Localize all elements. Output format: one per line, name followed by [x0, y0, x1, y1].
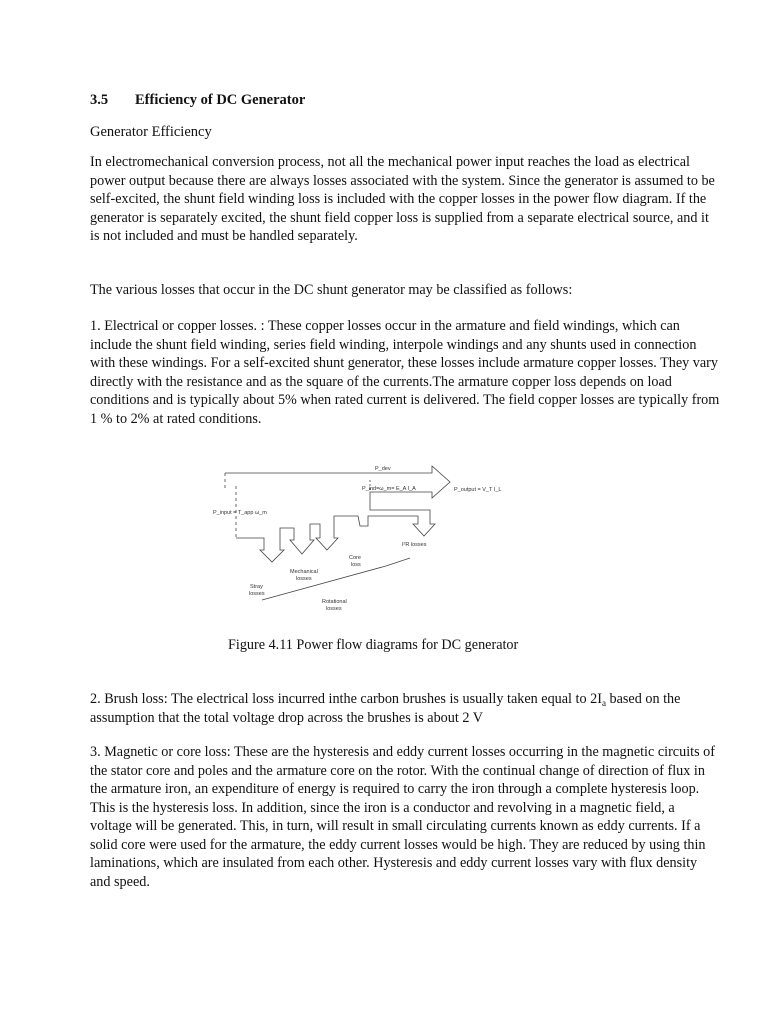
brush-loss-subscript: a: [601, 698, 606, 708]
label-rotational-2: losses: [326, 606, 342, 612]
label-p-input: P_input = T_app ω_m: [213, 510, 267, 516]
paragraph-4: [90, 690, 720, 727]
figure-caption: Figure 4.11 Power flow diagrams for DC generator: [228, 637, 519, 653]
paragraph-brush-loss: [90, 690, 720, 727]
paragraph-5: 3. Magnetic or core loss: These are the hysteresis and eddy current losses occurring in the magnetic circuits of the stator core and poles and the armature core on the rotor. With the continual change of direction of flux in the armature iron, an expenditure of energy is required to carry the iron through a complete hysteresis loop. This is the hysteresis loss. In addition, since the iron is a conductor and revolving in a magnetic field, a voltage will be generated. This, in turn, will result in small circulating currents known as eddy currents. If a solid core were used for the armature, the eddy current losses would be high. They are reduced by using thin laminations, which are insulated from each other. Hysteresis and eddy current losses vary with flux density and speed.: [90, 744, 715, 890]
brush-loss-text-end: based on the assumption that the total voltage drop across the brushes is about 2 V: [90, 691, 681, 726]
paragraph-classification: [90, 281, 720, 300]
paragraph-intro: [90, 153, 720, 246]
label-core-1: Core: [349, 555, 361, 561]
label-mechanical-2: losses: [296, 576, 312, 582]
section-title: Efficiency of DC Generator: [135, 92, 306, 108]
label-mechanical-1: Mechanical: [290, 569, 318, 575]
power-flow-svg: [210, 458, 502, 618]
paragraph-3: 1. Electrical or copper losses. : These copper losses occur in the armature and field windings, which can include the shunt field winding, series field winding, interpole windings and any shunts used in connection with these windings. For a self-excited shunt generator, these losses include armature copper losses. They vary directly with the resistance and as the square of the currents.The armature copper loss depends on load conditions and is typically about 5% when rated current is delivered. The field copper losses are typically from 1 % to 2% at rated conditions.: [90, 318, 720, 427]
label-p-ind: P_ind=ω_m= E_A I_A: [362, 486, 416, 492]
section-number: 3.5: [90, 92, 109, 108]
label-rotational-1: Rotational: [322, 599, 347, 605]
label-p-dev: P_dev: [375, 466, 391, 472]
label-core-2: loss: [351, 562, 361, 568]
rotational-bracket: [262, 558, 410, 600]
paragraph-2: The various losses that occur in the DC shunt generator may be classified as follows:: [90, 282, 573, 298]
power-flow-diagram: [210, 458, 502, 618]
paragraph-1: In electromechanical conversion process, not all the mechanical power input reaches the load as electrical power output because there are always losses associated with the system. Since the generator is assumed to be self-excited, the shunt field winding loss is included with the copper losses in the power flow diagram. If the generator is separately excited, the shunt field copper loss is supplied from a separate electrical source, and it is not included and must be handled separately.: [90, 154, 715, 244]
brush-loss-text: 2. Brush loss: The electrical loss incurred inthe carbon brushes is usually taken equal to 2I: [90, 691, 602, 707]
subheading: Generator Efficiency: [90, 124, 212, 140]
input-dashed-line: [225, 473, 236, 540]
paragraph-core-loss: [90, 743, 720, 891]
label-stray-2: losses: [249, 591, 265, 597]
paragraph-copper-losses: [90, 317, 720, 428]
label-i2r-losses: I²R losses: [402, 542, 427, 548]
label-p-output: P_output = V_T I_L: [454, 487, 502, 493]
section-heading: [90, 92, 305, 109]
label-stray-1: Stray: [250, 584, 263, 590]
